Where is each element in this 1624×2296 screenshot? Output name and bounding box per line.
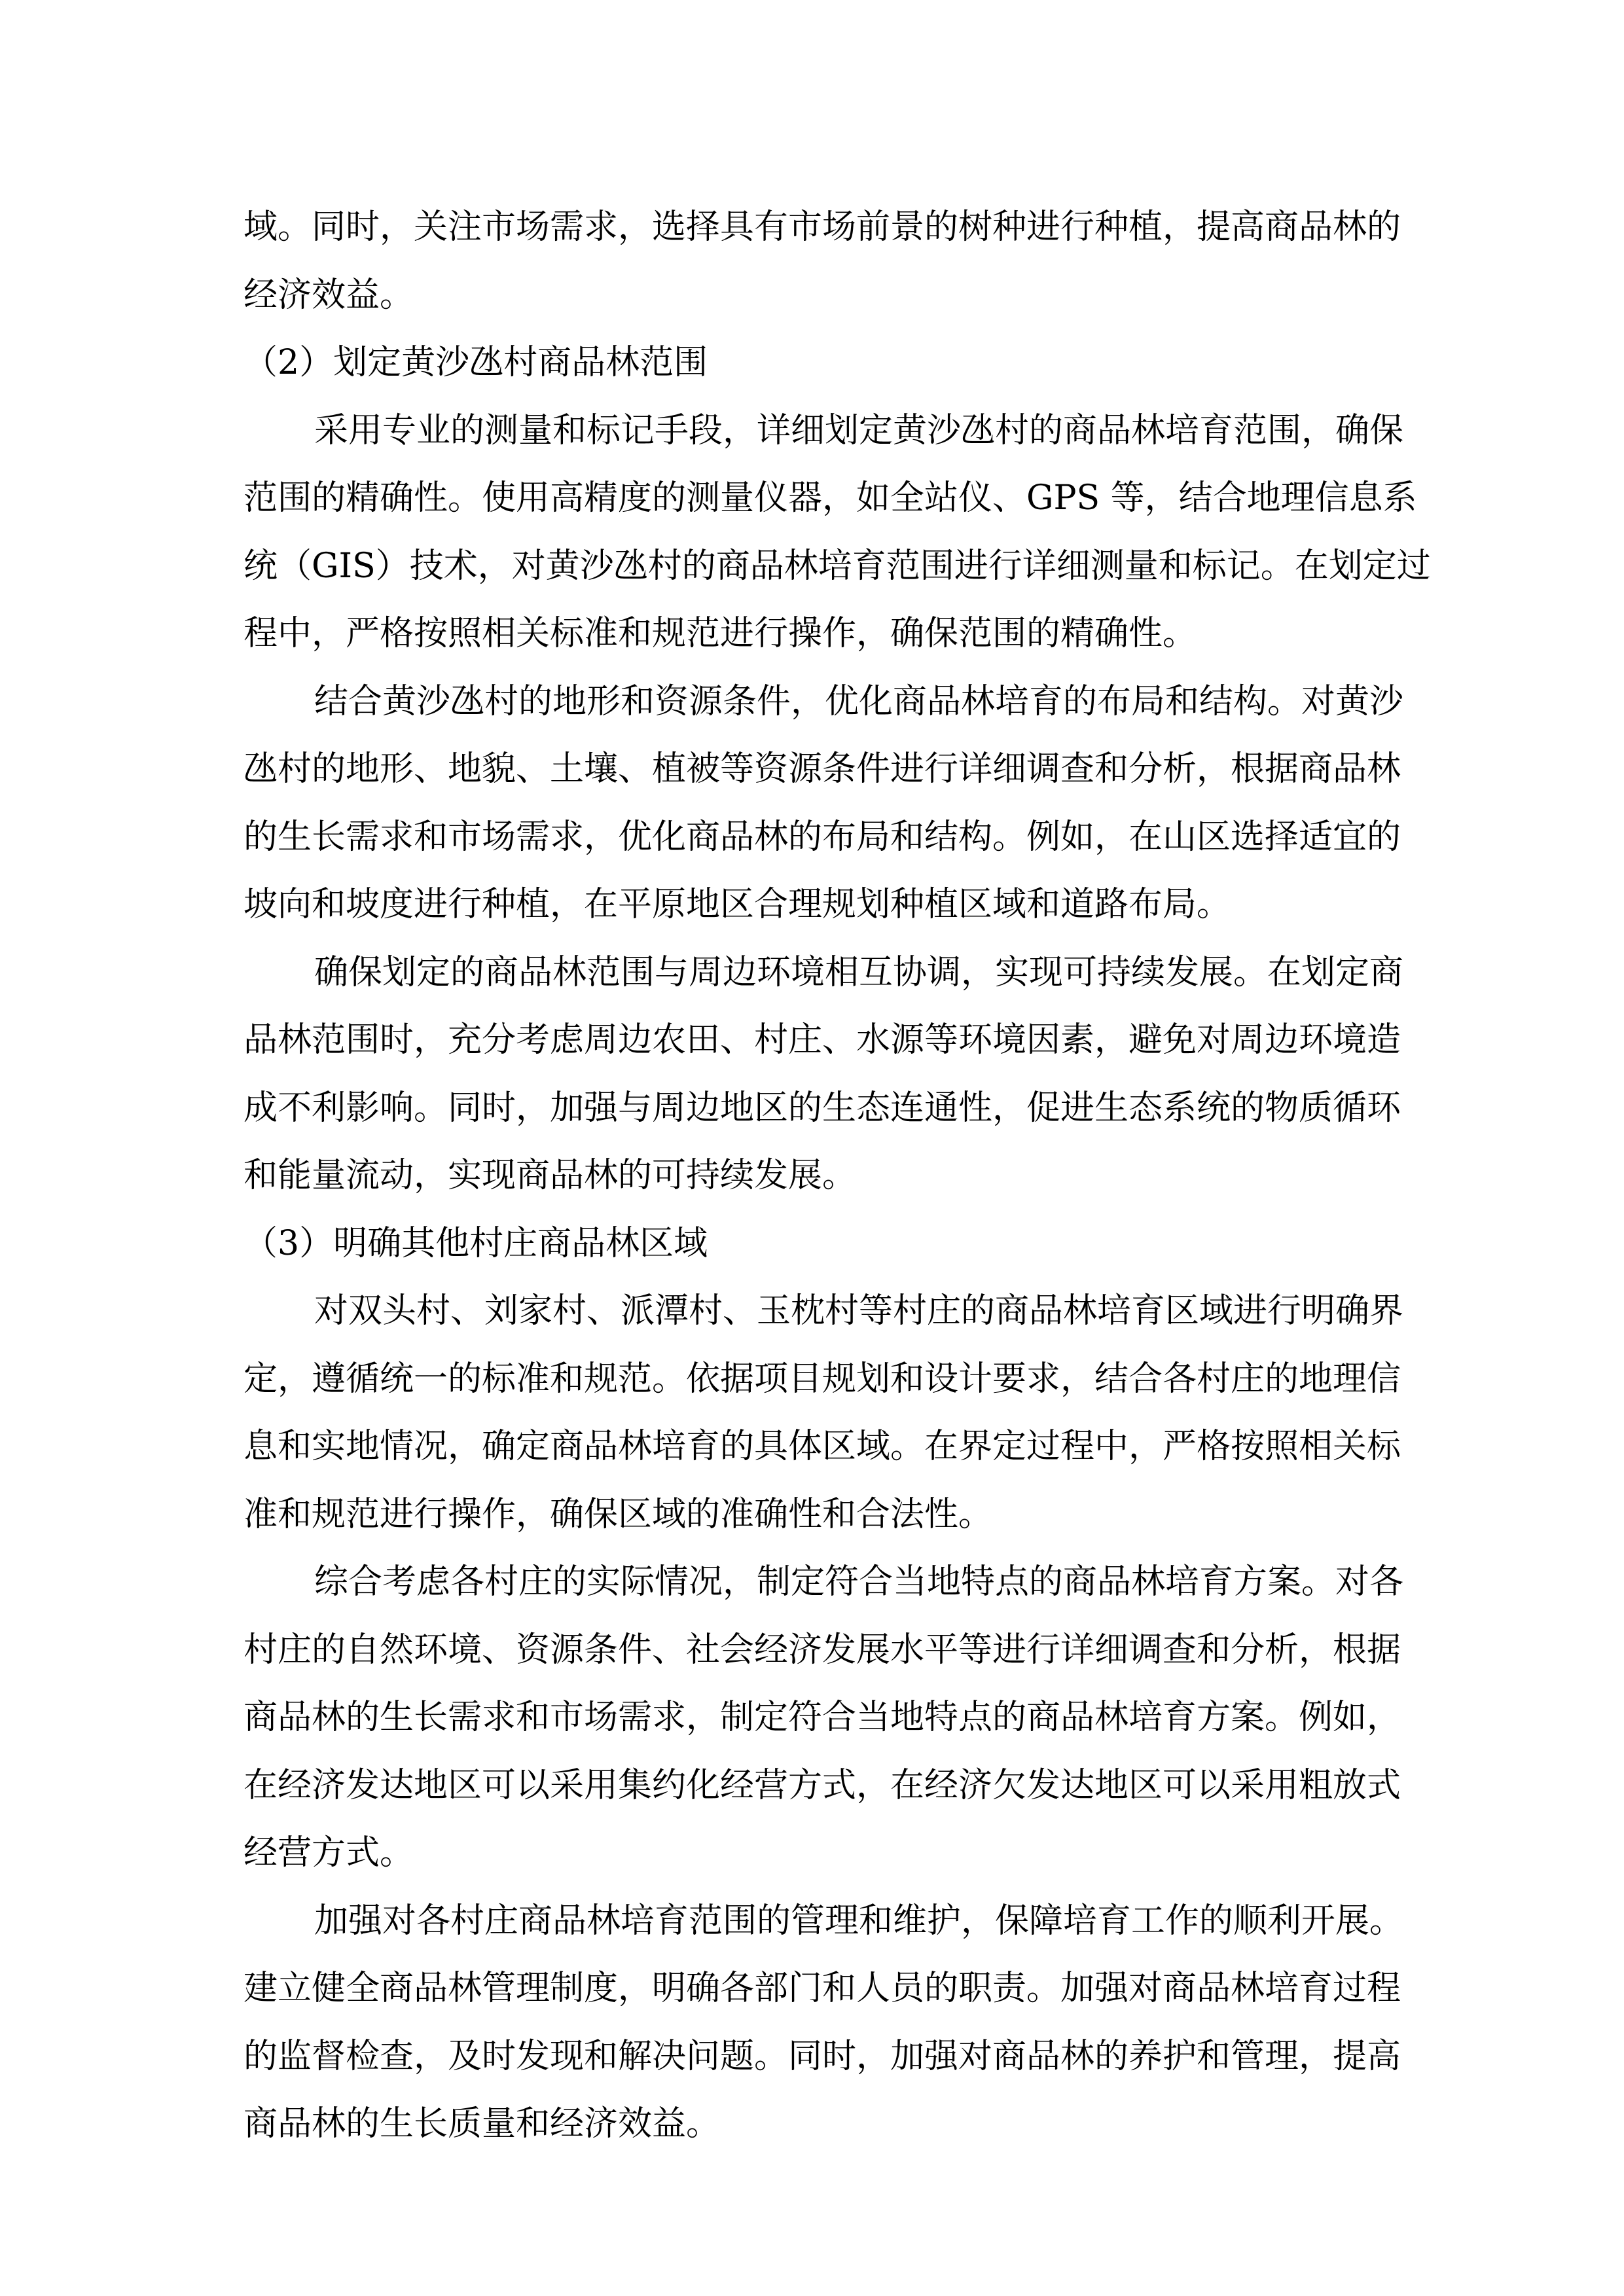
text-line: 商品林的生长需求和市场需求，制定符合当地特点的商品林培育方案。例如，: [244, 1698, 1401, 1737]
paragraph: [244, 939, 1404, 1210]
paragraph: [244, 1888, 1404, 2159]
text-line: 经营方式。: [244, 1833, 414, 1873]
paragraph: [244, 194, 1401, 329]
text-line: 氹村的地形、地貌、土壤、植被等资源条件进行详细调查和分析，根据商品林: [244, 749, 1401, 789]
text-line: 的监督检查，及时发现和解决问题。同时，加强对商品林的养护和管理，提高: [244, 2036, 1401, 2076]
text-line: 品林范围时，充分考虑周边农田、村庄、水源等环境因素，避免对周边环境造: [244, 1020, 1401, 1060]
text-line: 的生长需求和市场需求，优化商品林的布局和结构。例如，在山区选择适宜的: [244, 817, 1401, 857]
text-line: （2）划定黄沙氹村商品林范围: [244, 343, 708, 382]
text-line: 确保划定的商品林范围与周边环境相互协调，实现可持续发展。在划定商: [314, 952, 1404, 992]
text-line: 定，遵循统一的标准和规范。依据项目规划和设计要求，结合各村庄的地理信: [244, 1359, 1401, 1399]
section-heading: [244, 329, 1382, 397]
text-line: 和能量流动，实现商品林的可持续发展。: [244, 1156, 857, 1195]
text-line: 建立健全商品林管理制度，明确各部门和人员的职责。加强对商品林培育过程: [244, 1969, 1401, 2008]
text-line: 程中，严格按照相关标准和规范进行操作，确保范围的精确性。: [244, 614, 1197, 653]
paragraph: [244, 1278, 1404, 1549]
text-line: 综合考虑各村庄的实际情况，制定符合当地特点的商品林培育方案。对各: [314, 1562, 1404, 1602]
text-line: 范围的精确性。使用高精度的测量仪器，如全站仪、GPS 等，结合地理信息系: [244, 478, 1417, 518]
text-line: 对双头村、刘家村、派潭村、玉枕村等村庄的商品林培育区域进行明确界: [314, 1291, 1404, 1331]
text-line: 统（GIS）技术，对黄沙氹村的商品林培育范围进行详细测量和标记。在划定过: [244, 546, 1431, 586]
text-line: 商品林的生长质量和经济效益。: [244, 2104, 721, 2144]
document-body: [244, 194, 1431, 2159]
paragraph: [244, 397, 1431, 668]
text-line: 村庄的自然环境、资源条件、社会经济发展水平等进行详细调查和分析，根据: [244, 1630, 1401, 1670]
text-line: 在经济发达地区可以采用集约化经营方式，在经济欠发达地区可以采用粗放式: [244, 1765, 1401, 1805]
text-line: 结合黄沙氹村的地形和资源条件，优化商品林培育的布局和结构。对黄沙: [314, 681, 1404, 721]
text-line: 采用专业的测量和标记手段，详细划定黄沙氹村的商品林培育范围，确保: [314, 410, 1404, 450]
text-line: 域。同时，关注市场需求，选择具有市场前景的树种进行种植，提高商品林的: [244, 207, 1401, 247]
section-heading: [244, 1210, 1382, 1278]
text-line: 准和规范进行操作，确保区域的准确性和合法性。: [244, 1494, 993, 1534]
text-line: （3）明确其他村庄商品林区域: [244, 1223, 708, 1263]
text-line: 坡向和坡度进行种植，在平原地区合理规划种植区域和道路布局。: [244, 885, 1231, 924]
paragraph: [244, 1549, 1404, 1888]
paragraph: [244, 668, 1404, 939]
text-line: 加强对各村庄商品林培育范围的管理和维护，保障培育工作的顺利开展。: [314, 1901, 1404, 1941]
text-line: 成不利影响。同时，加强与周边地区的生态连通性，促进生态系统的物质循环: [244, 1088, 1401, 1128]
text-line: 息和实地情况，确定商品林培育的具体区域。在界定过程中，严格按照相关标: [244, 1427, 1401, 1466]
text-line: 经济效益。: [244, 275, 414, 315]
